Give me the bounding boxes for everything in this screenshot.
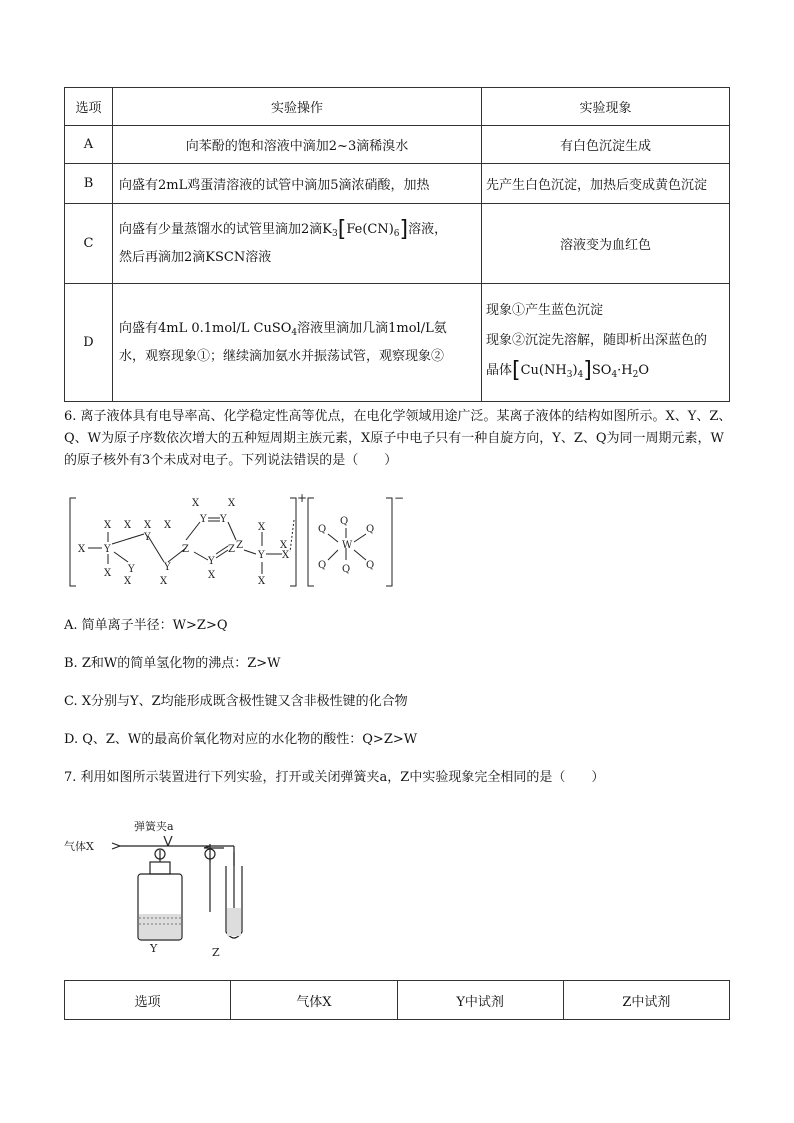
experiment-table — [64, 87, 730, 402]
anion-charge: − — [394, 492, 405, 505]
row-phenomenon: 现象①产生蓝色沉淀 现象②沉淀先溶解，随即析出深蓝色的 晶体$[Cu(NH_3)_4]SO_4\cdot H_2O$ — [482, 284, 730, 402]
row-operation: 向盛有4mL 0.1mol/L CuSO$_4$溶液里滴加几滴1mol/L氨 水，观察现象①；继续滴加氨水并振荡试管，观察现象② — [113, 284, 482, 402]
clamp-label: 弹簧夹a — [134, 820, 174, 833]
cation-charge: + — [297, 492, 308, 505]
svg-text:Q: Q — [318, 524, 327, 535]
svg-text:Z: Z — [182, 544, 189, 555]
svg-text:Y: Y — [128, 564, 135, 575]
svg-text:W: W — [342, 540, 353, 551]
tube-z-label: Z — [212, 946, 220, 959]
svg-text:X: X — [104, 520, 112, 531]
svg-text:Q: Q — [366, 560, 375, 571]
ionic-liquid-structure-figure — [68, 492, 408, 592]
svg-text:X: X — [124, 520, 132, 531]
row-option: B — [65, 164, 113, 204]
row-phenomenon: 溶液变为血红色 — [482, 204, 730, 284]
svg-text:Y: Y — [258, 550, 265, 561]
table-row — [65, 164, 730, 204]
header-operation: 实验操作 — [113, 88, 482, 126]
svg-text:Y: Y — [200, 514, 207, 525]
svg-text:X: X — [124, 576, 132, 587]
svg-text:Y: Y — [208, 556, 215, 567]
svg-text:Q: Q — [318, 560, 327, 571]
svg-text:Y: Y — [104, 544, 111, 555]
svg-text:X: X — [78, 544, 86, 555]
svg-text:Z: Z — [236, 540, 243, 551]
svg-text:X: X — [280, 540, 288, 551]
svg-text:X: X — [282, 550, 290, 561]
q7-table — [64, 980, 730, 1020]
svg-text:Y: Y — [144, 532, 151, 543]
question-6-stem: 6. 离子液体具有电导率高、化学稳定性高等优点，在电化学领域用途广泛。某离子液体的结构如图所示。X、Y、Z、Q、W为原子序数依次增大的五种短周期主族元素，X原子中电子只有一种自旋方向，Y、Z、Q为同一周期元素，W的原子核外有3个未成对电子。下列说法错误的是（ ） — [64, 409, 732, 468]
svg-text:Q: Q — [340, 516, 349, 527]
svg-text:X: X — [160, 576, 168, 587]
svg-text:Q: Q — [366, 524, 375, 535]
svg-text:X: X — [192, 498, 200, 509]
row-option: C — [65, 204, 113, 284]
q7-header-option: 选项 — [65, 981, 231, 1020]
row-operation: 向盛有2mL鸡蛋清溶液的试管中滴加5滴浓硝酸，加热 — [113, 164, 482, 204]
table-row — [65, 284, 730, 402]
q7-header-gas: 气体X — [231, 981, 397, 1020]
svg-text:X: X — [144, 520, 152, 531]
row-phenomenon: 先产生白色沉淀，加热后变成黄色沉淀 — [482, 164, 730, 204]
svg-text:Q: Q — [342, 564, 351, 575]
svg-text:X: X — [104, 568, 112, 579]
svg-text:X: X — [228, 498, 236, 509]
header-phenomenon: 实验现象 — [482, 88, 730, 126]
row-operation: 向苯酚的饱和溶液中滴加2~3滴稀溴水 — [113, 126, 482, 164]
q6-option-c: C. X分别与Y、Z均能形成既含极性键又含非极性键的化合物 — [64, 694, 408, 709]
bottle-y-label: Y — [150, 942, 158, 955]
svg-text:Z: Z — [228, 544, 235, 555]
q6-option-d: D. Q、Z、W的最高价氧化物对应的水化物的酸性：Q>Z>W — [64, 732, 418, 747]
header-option: 选项 — [65, 88, 113, 126]
svg-text:X: X — [258, 576, 266, 587]
row-option: D — [65, 284, 113, 402]
gas-x-label: 气体X — [64, 840, 94, 853]
svg-text:X: X — [208, 570, 216, 581]
q7-header-z: Z中试剂 — [563, 981, 729, 1020]
svg-text:X: X — [164, 520, 172, 531]
q6-option-a: A. 简单离子半径：W>Z>Q — [64, 618, 228, 633]
svg-text:Y: Y — [220, 514, 227, 525]
apparatus-figure — [64, 812, 244, 960]
table-row — [65, 204, 730, 284]
question-7-stem: 7. 利用如图所示装置进行下列实验，打开或关闭弹簧夹a，Z中实验现象完全相同的是（ ） — [64, 770, 605, 785]
table-row — [65, 126, 730, 164]
row-option: A — [65, 126, 113, 164]
row-operation: 向盛有少量蒸馏水的试管里滴加2滴$K_3[Fe(CN)_6]$溶液， 然后再滴加2滴KSCN溶液 — [113, 204, 482, 284]
q7-header-y: Y中试剂 — [397, 981, 563, 1020]
svg-text:X: X — [258, 522, 266, 533]
q6-option-b: B. Z和W的简单氢化物的沸点：Z>W — [64, 656, 281, 671]
row-phenomenon: 有白色沉淀生成 — [482, 126, 730, 164]
svg-text:Y: Y — [164, 562, 171, 573]
